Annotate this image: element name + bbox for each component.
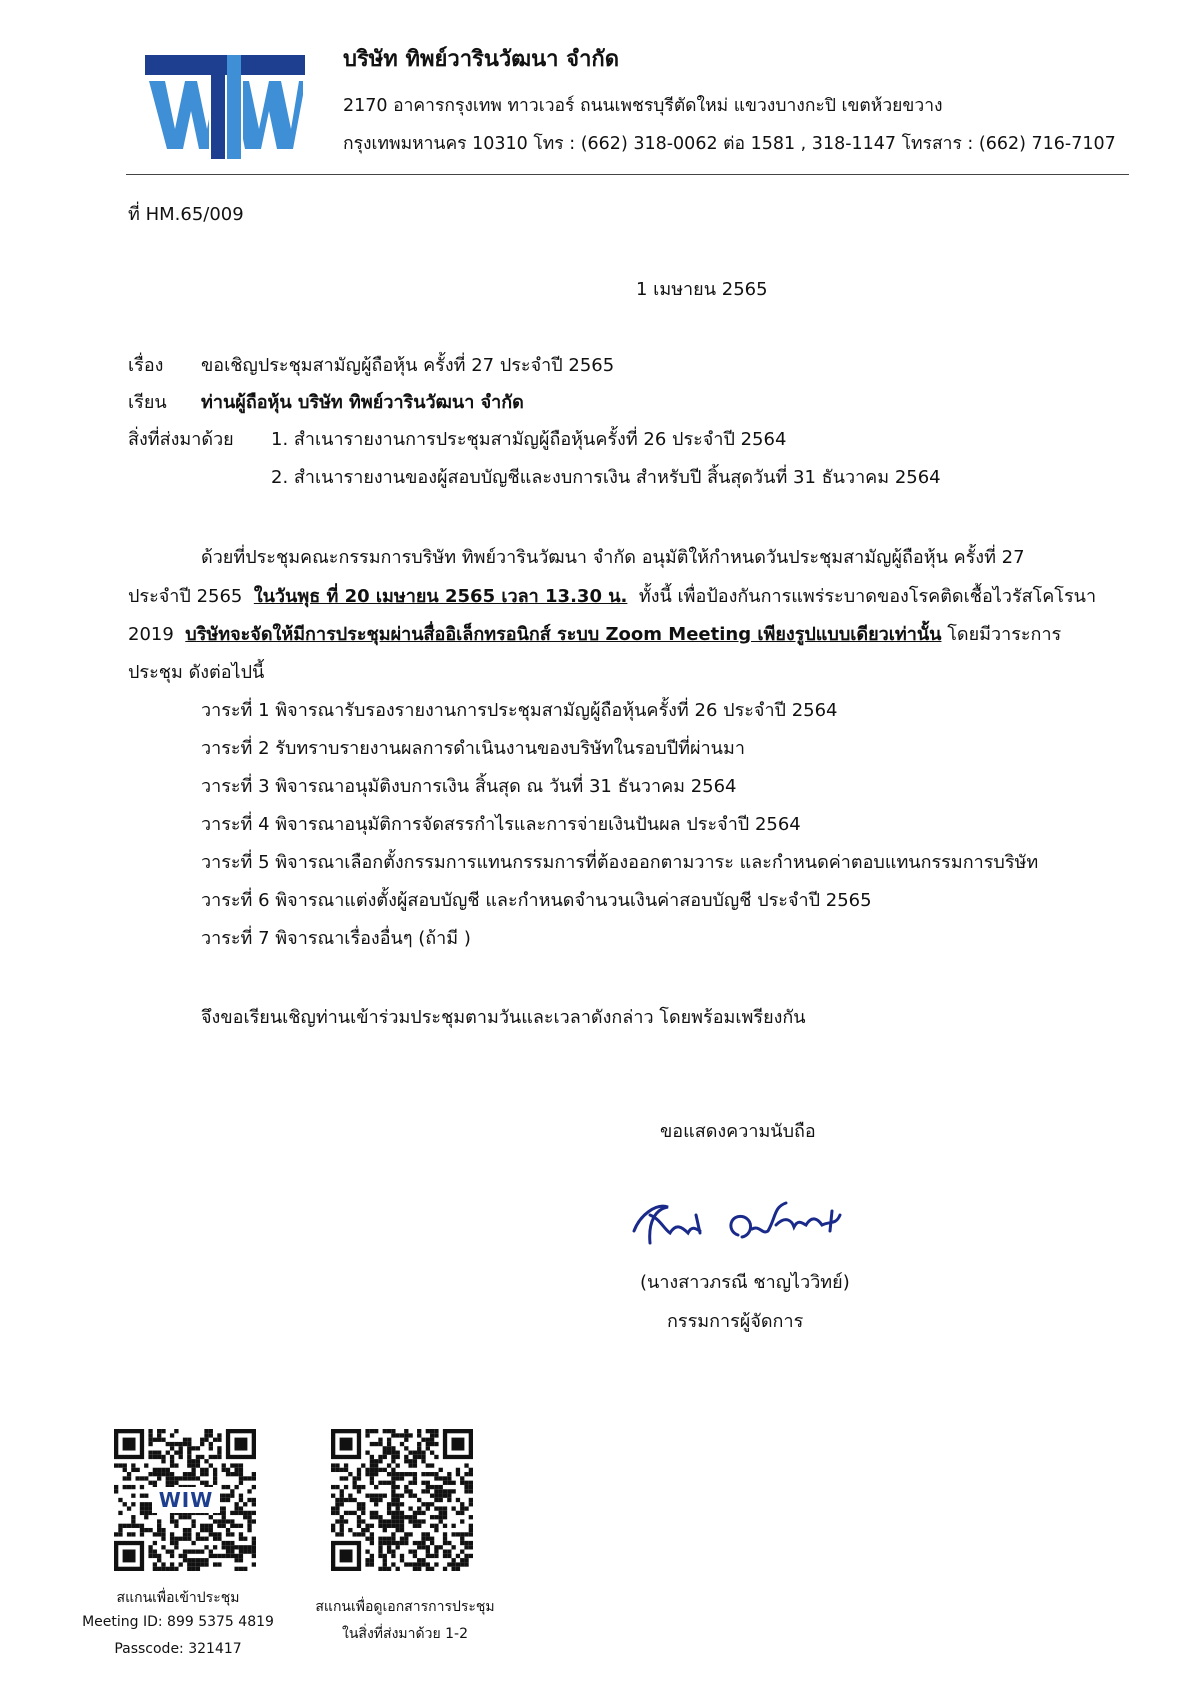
agenda-item-2: วาระที่ 2 รับทราบรายงานผลการดำเนินงานของบริษัทในรอบปีที่ผ่านมา <box>201 738 745 759</box>
attachment-item-1: 1. สำเนารายงานการประชุมสามัญผู้ถือหุ้นครั้งที่ 26 ประจำปี 2564 <box>271 429 787 450</box>
agenda-item-7: วาระที่ 7 พิจารณาเรื่องอื่นๆ (ถ้ามี ) <box>201 928 471 949</box>
body-line-3 <box>128 623 1128 647</box>
handwritten-signature-icon <box>626 1185 876 1255</box>
agenda-item-5: วาระที่ 5 พิจารณาเลือกตั้งกรรมการแทนกรรมการที่ต้องออกตามวาระ และกำหนดค่าตอบแทนกรรมการบริษัท <box>201 852 1039 873</box>
body-line-4: ประชุม ดังต่อไปนี้ <box>128 662 265 683</box>
company-address-line-1: 2170 อาคารกรุงเทพ ทาวเวอร์ ถนนเพชรบุรีตัดใหม่ แขวงบางกะปิ เขตห้วยขวาง <box>343 96 943 116</box>
header-divider <box>126 174 1129 175</box>
agenda-item-1: วาระที่ 1 พิจารณารับรองรายงานการประชุมสามัญผู้ถือหุ้นครั้งที่ 26 ประจำปี 2564 <box>201 700 838 721</box>
meeting-qr-code[interactable] <box>114 1429 256 1575</box>
documents-qr-code[interactable] <box>331 1429 473 1575</box>
attachment-item-2: 2. สำเนารายงานของผู้สอบบัญชีและงบการเงิน สำหรับปี สิ้นสุดวันที่ 31 ธันวาคม 2564 <box>271 467 941 488</box>
agenda-item-4: วาระที่ 4 พิจารณาอนุมัติการจัดสรรกำไรและการจ่ายเงินปันผล ประจำปี 2564 <box>201 814 801 835</box>
qr-logo-text: WIW <box>158 1488 214 1512</box>
qr-code-icon <box>331 1429 473 1571</box>
closing-invitation: จึงขอเรียนเชิญท่านเข้าร่วมประชุมตามวันและเวลาดังกล่าว โดยพร้อมเพรียงกัน <box>201 1007 806 1028</box>
signer-name: (นางสาวภรณี ชาญไววิทย์) <box>640 1272 850 1293</box>
body-line-2-end: ทั้งนี้ เพื่อป้องกันการแพร่ระบาดของโรคติดเชื้อไวรัสโคโรนา <box>627 586 1097 607</box>
signer-title: กรรมการผู้จัดการ <box>667 1311 804 1332</box>
signature <box>626 1185 876 1255</box>
meeting-qr-caption: สแกนเพื่อเข้าประชุม <box>116 1590 240 1606</box>
body-line-1: ด้วยที่ประชุมคณะกรรมการบริษัท ทิพย์วารินวัฒนา จำกัด อนุมัติให้กำหนดวันประชุมสามัญผู้ถือหุ้น ครั้งที่ 27 <box>201 547 1025 568</box>
body-line-3-start: 2019 <box>128 624 186 645</box>
company-name: บริษัท ทิพย์วารินวัฒนา จำกัด <box>343 47 620 72</box>
agenda-item-6: วาระที่ 6 พิจารณาแต่งตั้งผู้สอบบัญชี และกำหนดจำนวนเงินค่าสอบบัญชี ประจำปี 2565 <box>201 890 872 911</box>
documents-qr-caption-2: ในสิ่งที่ส่งมาด้วย 1-2 <box>342 1626 468 1642</box>
closing-regards: ขอแสดงความนับถือ <box>660 1121 816 1142</box>
qr-logo-badge <box>152 1487 220 1513</box>
meeting-format: บริษัทจะจัดให้มีการประชุมผ่านสื่ออิเล็กทรอนิกส์ ระบบ Zoom Meeting เพียงรูปแบบเดียวเท่านั้น <box>185 624 942 645</box>
recipient-label: เรียน <box>128 392 167 413</box>
agenda-item-3: วาระที่ 3 พิจารณาอนุมัติงบการเงิน สิ้นสุด ณ วันที่ 31 ธันวาคม 2564 <box>201 776 737 797</box>
documents-qr-caption-1: สแกนเพื่อดูเอกสารการประชุม <box>315 1599 495 1615</box>
wiw-logo-icon <box>145 55 305 159</box>
meeting-datetime: ในวันพุธ ที่ 20 เมษายน 2565 เวลา 13.30 น. <box>253 586 628 607</box>
recipient-text: ท่านผู้ถือหุ้น บริษัท ทิพย์วารินวัฒนา จำกัด <box>201 392 524 413</box>
company-address-line-2: กรุงเทพมหานคร 10310 โทร : (662) 318-0062 ต่อ 1581 , 318-1147 โทรสาร : (662) 716-7107 <box>343 134 1116 154</box>
body-line-3-end: โดยมีวาระการ <box>941 624 1062 645</box>
document-number: ที่ HM.65/009 <box>128 204 244 225</box>
body-line-2-start: ประจำปี 2565 <box>128 586 254 607</box>
subject-text: ขอเชิญประชุมสามัญผู้ถือหุ้น ครั้งที่ 27 ประจำปี 2565 <box>201 355 615 376</box>
meeting-id: Meeting ID: 899 5375 4819 <box>82 1614 274 1630</box>
document-date: 1 เมษายน 2565 <box>636 279 768 300</box>
subject-label: เรื่อง <box>128 355 164 376</box>
company-logo <box>145 55 305 159</box>
attachments-label: สิ่งที่ส่งมาด้วย <box>128 429 234 450</box>
meeting-passcode: Passcode: 321417 <box>114 1641 242 1657</box>
body-line-2 <box>128 585 1128 609</box>
